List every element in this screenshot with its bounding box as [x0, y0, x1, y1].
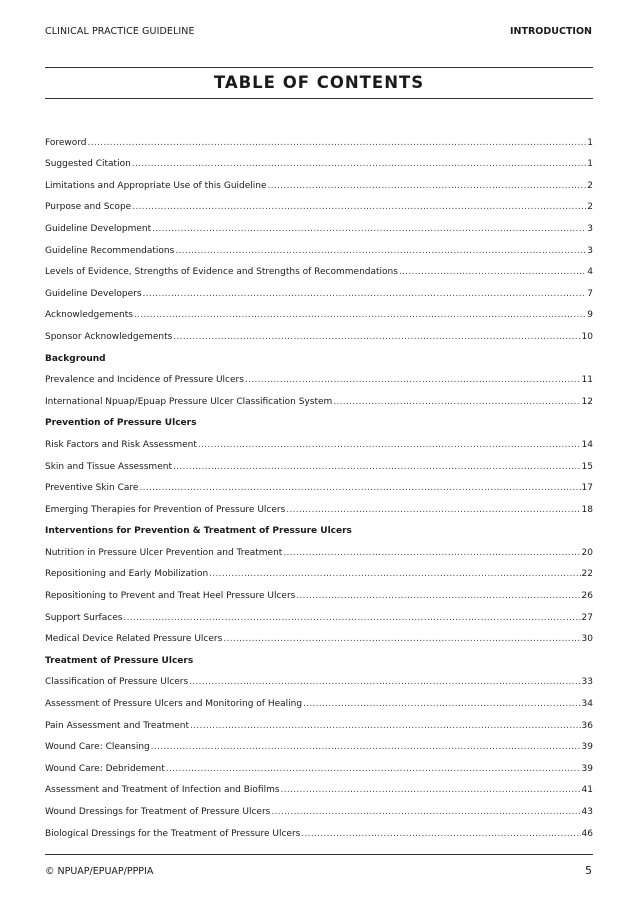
toc-entry-page: 46	[581, 828, 593, 839]
dot-leader	[190, 722, 581, 731]
toc-entry[interactable]	[45, 364, 593, 386]
toc-entry-label: Purpose and Scope	[45, 202, 132, 213]
toc-entry-page: 43	[581, 807, 593, 817]
toc-entry[interactable]	[45, 277, 593, 299]
bottom-divider	[45, 854, 593, 855]
toc-entry-page: 17	[581, 483, 593, 494]
toc-entry-page: 26	[581, 591, 593, 602]
dot-leader	[301, 830, 580, 839]
toc-entry-page: 39	[581, 742, 593, 753]
toc-entry-label: Wound Care: Debridement	[45, 763, 165, 774]
footer-copyright: © NPUAP/EPUAP/PPPIA	[45, 866, 154, 877]
toc-entry-page: 15	[581, 461, 593, 472]
toc-entry[interactable]	[45, 795, 593, 817]
toc-entry[interactable]	[45, 428, 593, 450]
dot-leader	[132, 160, 586, 169]
toc-entry-page: 41	[581, 785, 593, 796]
running-header-section: INTRODUCTION	[510, 26, 592, 37]
toc-entry[interactable]	[45, 752, 593, 774]
dot-leader	[173, 333, 580, 342]
toc-entry-label: Foreword	[45, 137, 87, 148]
dot-leader	[198, 441, 581, 450]
toc-entry-label: Skin and Tissue Assessment	[45, 461, 172, 472]
toc-entry[interactable]	[45, 558, 593, 580]
toc-entry-page: 4	[587, 267, 593, 278]
toc-entry-page: 11	[581, 375, 593, 386]
dot-leader	[209, 570, 580, 579]
toc-entry[interactable]	[45, 148, 593, 170]
toc-entry[interactable]	[45, 212, 593, 234]
toc-entry-page: 20	[581, 547, 593, 558]
running-header-left: CLINICAL PRACTICE GUIDELINE	[45, 26, 195, 37]
toc-entry[interactable]	[45, 256, 593, 278]
toc-entry-label: International Npuap/Epuap Pressure Ulcer Classification System	[45, 396, 333, 407]
page-title: TABLE OF CONTENTS	[213, 73, 425, 92]
toc-entry-page: 9	[587, 310, 593, 321]
toc-entry-label: Limitations and Appropriate Use of this Guideline	[45, 180, 267, 191]
toc-entry-page: 1	[587, 137, 593, 148]
toc-entry-page: 10	[581, 331, 593, 342]
toc-entry-page: 7	[587, 288, 593, 299]
toc-section-heading	[45, 342, 593, 364]
table-of-contents	[45, 126, 593, 839]
footer-page-number: 5	[585, 864, 592, 877]
toc-entry[interactable]	[45, 731, 593, 753]
toc-entry[interactable]	[45, 234, 593, 256]
toc-entry-label: Repositioning to Prevent and Treat Heel Pressure Ulcers	[45, 591, 296, 602]
dot-leader	[271, 808, 580, 817]
toc-section-heading	[45, 644, 593, 666]
dot-leader	[223, 635, 580, 644]
toc-entry-page: 2	[587, 202, 593, 213]
toc-entry[interactable]	[45, 666, 593, 688]
toc-entry[interactable]	[45, 450, 593, 472]
dot-leader	[245, 376, 581, 385]
toc-entry[interactable]	[45, 385, 593, 407]
dot-leader	[268, 182, 587, 191]
dot-leader	[175, 247, 586, 256]
toc-section-heading	[45, 407, 593, 429]
toc-entry-label: Sponsor Acknowledgements	[45, 331, 173, 342]
toc-entry-label: Acknowledgements	[45, 310, 133, 321]
toc-entry-page: 33	[581, 677, 593, 688]
toc-entry-label: Repositioning and Early Mobilization	[45, 569, 209, 580]
toc-entry-page: 34	[581, 699, 593, 710]
dot-leader	[296, 592, 580, 601]
toc-entry[interactable]	[45, 601, 593, 623]
toc-entry-label: Guideline Recommendations	[45, 245, 175, 256]
dot-leader	[189, 678, 580, 687]
title-divider	[45, 98, 593, 99]
dot-leader	[139, 484, 580, 493]
dot-leader	[283, 549, 580, 558]
toc-entry-label: Prevalence and Incidence of Pressure Ulcers	[45, 375, 244, 386]
toc-entry-label: Wound Dressings for Treatment of Pressure Ulcers	[45, 807, 271, 817]
toc-entry-label: Levels of Evidence, Strengths of Evidence and Strengths of Recommendations	[45, 267, 398, 278]
toc-entry-page: 1	[587, 159, 593, 170]
toc-entry-page: 18	[581, 504, 593, 515]
dot-leader	[132, 203, 586, 212]
top-divider	[45, 67, 593, 68]
toc-entry[interactable]	[45, 623, 593, 645]
toc-entry-page: 3	[587, 245, 593, 256]
toc-entry[interactable]	[45, 579, 593, 601]
dot-leader	[166, 765, 581, 774]
toc-entry[interactable]	[45, 817, 593, 839]
toc-entry-page: 36	[581, 720, 593, 731]
toc-entry-label: Assessment and Treatment of Infection and Biofilms	[45, 785, 280, 796]
toc-entry-label: Suggested Citation	[45, 159, 131, 170]
toc-entry[interactable]	[45, 191, 593, 213]
toc-entry-label: Preventive Skin Care	[45, 483, 139, 494]
toc-entry[interactable]	[45, 709, 593, 731]
toc-heading-label: Interventions for Prevention & Treatment of Pressure Ulcers	[45, 526, 352, 537]
dot-leader	[143, 290, 587, 299]
toc-entry[interactable]	[45, 169, 593, 191]
toc-entry-page: 3	[587, 223, 593, 234]
dot-leader	[399, 268, 586, 277]
dot-leader	[281, 786, 581, 795]
toc-entry-label: Medical Device Related Pressure Ulcers	[45, 634, 223, 645]
toc-entry-label: Pain Assessment and Treatment	[45, 720, 190, 731]
dot-leader	[333, 398, 580, 407]
toc-entry-page: 12	[581, 396, 593, 407]
dot-leader	[134, 311, 586, 320]
toc-entry[interactable]	[45, 320, 593, 342]
toc-entry-page: 22	[581, 569, 593, 580]
toc-entry[interactable]	[45, 493, 593, 515]
dot-leader	[152, 225, 586, 234]
toc-heading-label: Prevention of Pressure Ulcers	[45, 418, 197, 429]
toc-entry[interactable]	[45, 299, 593, 321]
toc-entry-label: Assessment of Pressure Ulcers and Monitoring of Healing	[45, 699, 303, 710]
toc-entry-page: 14	[581, 439, 593, 450]
dot-leader	[303, 700, 580, 709]
toc-entry[interactable]	[45, 536, 593, 558]
toc-entry[interactable]	[45, 126, 593, 148]
toc-heading-label: Treatment of Pressure Ulcers	[45, 655, 194, 666]
dot-leader	[151, 743, 581, 752]
toc-entry-label: Support Surfaces	[45, 612, 123, 623]
toc-entry-page: 39	[581, 763, 593, 774]
toc-heading-label: Background	[45, 353, 106, 364]
toc-section-heading	[45, 515, 593, 537]
toc-entry-label: Emerging Therapies for Prevention of Pressure Ulcers	[45, 504, 286, 515]
toc-entry[interactable]	[45, 774, 593, 796]
toc-entry-label: Classification of Pressure Ulcers	[45, 677, 189, 688]
dot-leader	[173, 463, 581, 472]
toc-entry-page: 27	[581, 612, 593, 623]
toc-entry-label: Wound Care: Cleansing	[45, 742, 150, 753]
dot-leader	[123, 614, 580, 623]
dot-leader	[88, 139, 587, 148]
toc-entry-label: Nutrition in Pressure Ulcer Prevention and Treatment	[45, 547, 283, 558]
toc-entry-page: 2	[587, 180, 593, 191]
toc-entry-label: Guideline Development	[45, 223, 152, 234]
toc-entry-label: Risk Factors and Risk Assessment	[45, 439, 197, 450]
toc-entry-label: Biological Dressings for the Treatment of Pressure Ulcers	[45, 828, 301, 839]
toc-entry[interactable]	[45, 472, 593, 494]
toc-entry-page: 30	[581, 634, 593, 645]
dot-leader	[286, 506, 580, 515]
toc-entry-label: Guideline Developers	[45, 288, 142, 299]
toc-entry[interactable]	[45, 687, 593, 709]
